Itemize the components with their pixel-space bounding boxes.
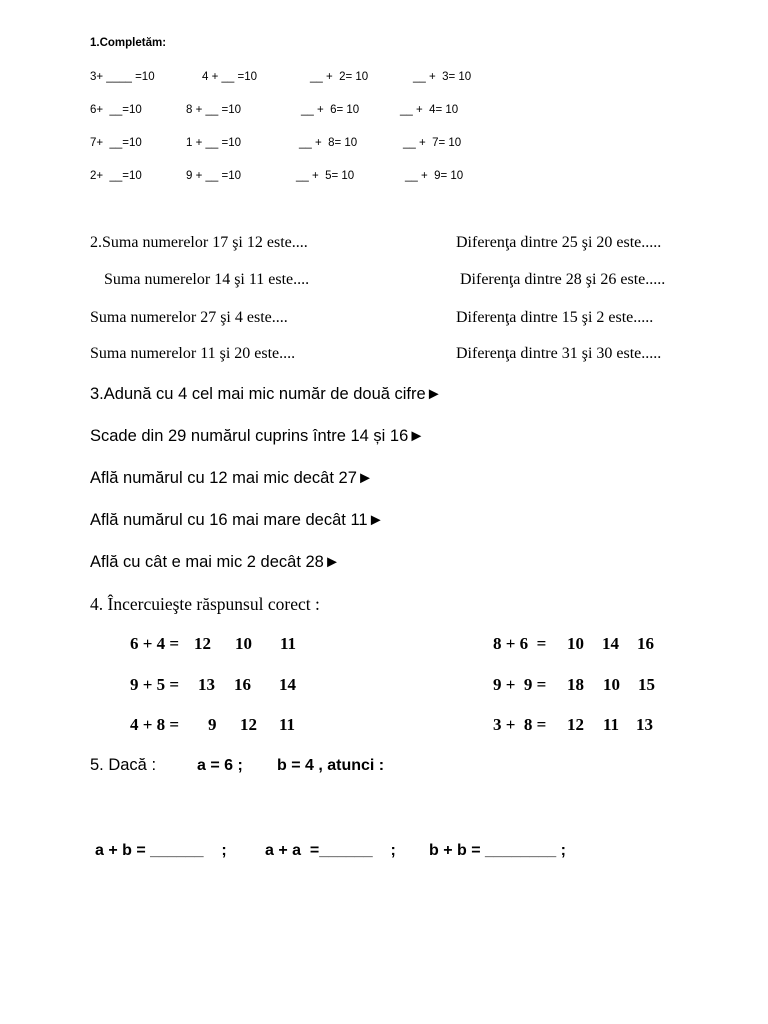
- ex1-r3-c3: __ + 8= 10: [299, 137, 358, 149]
- ex1-r4-c2: 9 + __ =10: [186, 170, 241, 182]
- ex4-left-opt-1b: 10: [235, 634, 252, 653]
- ex2-sum-2: Suma numerelor 14 şi 11 este....: [104, 271, 310, 288]
- ex1-r2-c3: __ + 6= 10: [301, 104, 360, 116]
- ex2-diff-1: Diferenţa dintre 25 şi 20 este.....: [456, 234, 662, 251]
- ex3-line-2: Scade din 29 numărul cuprins între 14 și 16►: [90, 427, 425, 445]
- ex4-right-eq-2: 9 + 9 =: [493, 675, 547, 694]
- ex4-right-opt-2c: 15: [638, 675, 655, 694]
- ex4-left-opt-3c: 11: [279, 715, 296, 734]
- ex3-line-3: Află numărul cu 12 mai mic decât 27►: [90, 469, 374, 487]
- ex4-right-opt-1a: 10: [567, 634, 584, 653]
- ex5-answer-a-plus-b: a + b = ______ ;: [95, 842, 227, 859]
- ex2-diff-2: Diferenţa dintre 28 şi 26 este.....: [460, 271, 666, 288]
- ex4-left-eq-1: 6 + 4 =: [130, 634, 180, 653]
- ex2-diff-3: Diferenţa dintre 15 şi 2 este.....: [456, 309, 654, 326]
- ex4-right-opt-1c: 16: [637, 634, 654, 653]
- ex4-right-opt-2a: 18: [567, 675, 584, 694]
- ex4-right-opt-2b: 10: [603, 675, 620, 694]
- ex1-r3-c2: 1 + __ =10: [186, 137, 241, 149]
- ex4-left-opt-1c: 11: [280, 634, 297, 653]
- ex1-r1-c1: 3+ ____ =10: [90, 71, 155, 83]
- ex5-a-value: a = 6 ;: [197, 757, 243, 774]
- ex4-right-eq-1: 8 + 6 =: [493, 634, 547, 653]
- ex1-r2-c4: __ + 4= 10: [400, 104, 459, 116]
- ex1-r4-c4: __ + 9= 10: [405, 170, 464, 182]
- ex1-r3-c1: 7+ __=10: [90, 137, 142, 149]
- ex4-right-eq-3: 3 + 8 =: [493, 715, 547, 734]
- ex4-left-opt-2a: 13: [198, 675, 215, 694]
- ex4-title: 4. Încercuieşte răspunsul corect :: [90, 594, 320, 614]
- ex1-r4-c3: __ + 5= 10: [296, 170, 355, 182]
- ex4-right-opt-3b: 11: [603, 715, 620, 734]
- ex1-r2-c2: 8 + __ =10: [186, 104, 241, 116]
- ex1-r3-c4: __ + 7= 10: [403, 137, 462, 149]
- ex2-diff-4: Diferenţa dintre 31 şi 30 este.....: [456, 345, 662, 362]
- ex2-sum-4: Suma numerelor 11 şi 20 este....: [90, 345, 296, 362]
- ex3-line-5: Află cu cât e mai mic 2 decât 28►: [90, 553, 341, 571]
- ex4-left-opt-1a: 12: [194, 634, 211, 653]
- ex1-title: 1.Completăm:: [90, 37, 167, 49]
- ex5-answer-b-plus-b: b + b = ________ ;: [429, 842, 566, 859]
- ex1-r1-c4: __ + 3= 10: [413, 71, 472, 83]
- ex4-left-opt-2b: 16: [234, 675, 251, 694]
- ex4-right-opt-3c: 13: [636, 715, 653, 734]
- ex4-left-opt-3b: 12: [240, 715, 257, 734]
- ex4-right-opt-3a: 12: [567, 715, 584, 734]
- ex1-r4-c1: 2+ __=10: [90, 170, 142, 182]
- ex3-line-4: Află numărul cu 16 mai mare decât 11►: [90, 511, 384, 529]
- ex2-sum-3: Suma numerelor 27 şi 4 este....: [90, 309, 288, 326]
- ex5-label: 5. Dacă :: [90, 756, 157, 774]
- ex1-r1-c3: __ + 2= 10: [310, 71, 369, 83]
- ex4-left-eq-3: 4 + 8 =: [130, 715, 180, 734]
- ex3-line-1: 3.Adună cu 4 cel mai mic număr de două cifre►: [90, 385, 443, 403]
- ex5-b-value: b = 4 , atunci :: [277, 757, 385, 774]
- ex4-left-opt-2c: 14: [279, 675, 296, 694]
- ex4-left-eq-2: 9 + 5 =: [130, 675, 180, 694]
- ex4-right-opt-1b: 14: [602, 634, 619, 653]
- ex1-r1-c2: 4 + __ =10: [202, 71, 257, 83]
- ex1-r2-c1: 6+ __=10: [90, 104, 142, 116]
- ex5-answer-a-plus-a: a + a =______ ;: [265, 842, 396, 859]
- ex2-sum-1: 2.Suma numerelor 17 şi 12 este....: [90, 234, 308, 251]
- ex4-left-opt-3a: 9: [208, 715, 217, 734]
